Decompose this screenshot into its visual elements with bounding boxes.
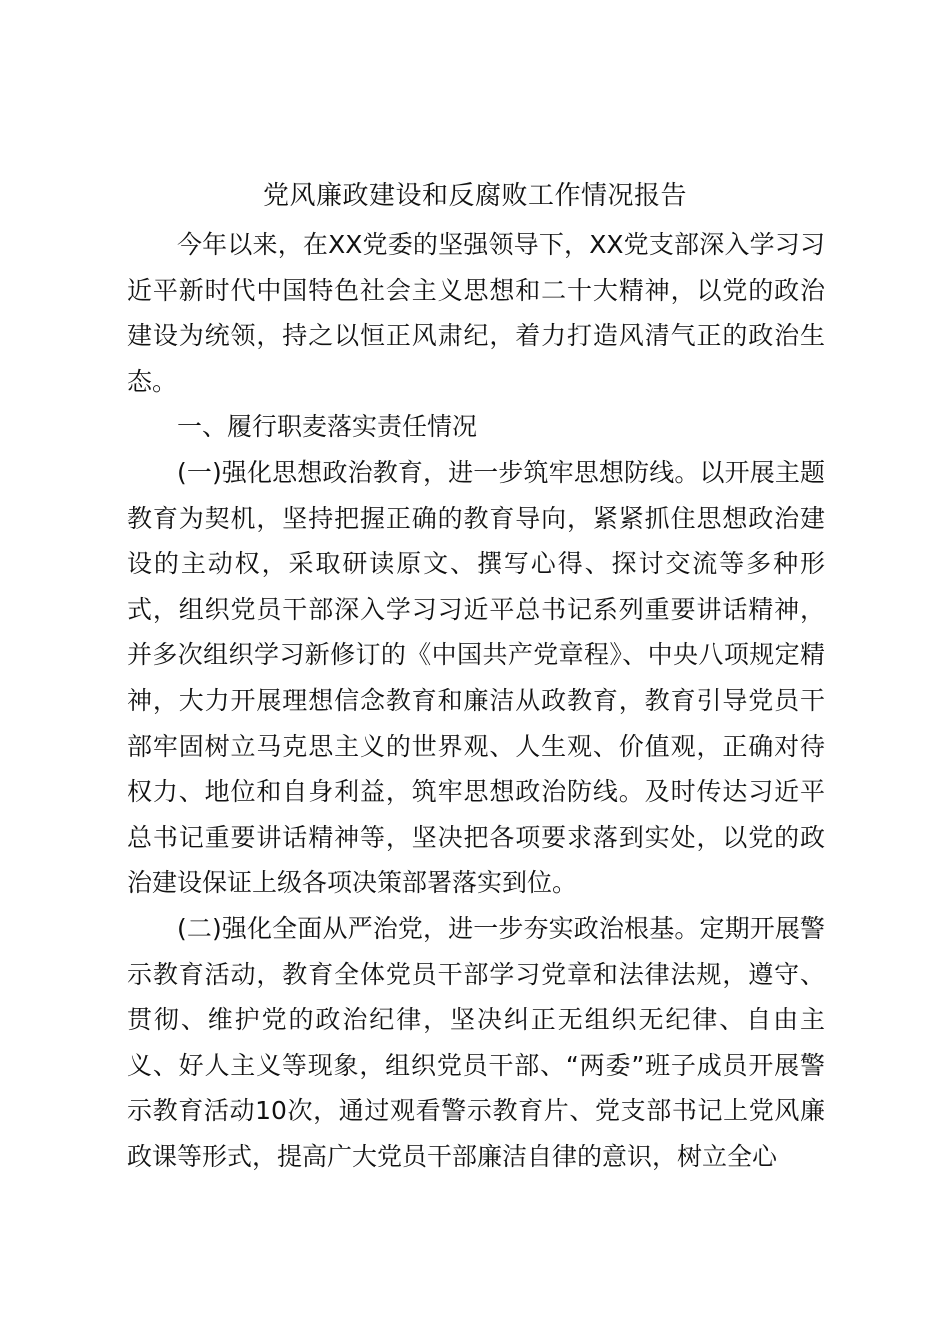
paragraph-intro: 今年以来，在XX党委的坚强领导下，XX党支部深入学习习近平新时代中国特色社会主义思想和二十大精神，以党的政治建设为统领，持之以恒正风肃纪，着力打造风清气正的政治生态。 xyxy=(127,230,825,396)
document-title: 党风廉政建设和反腐败工作情况报告 xyxy=(262,181,687,211)
paragraph-section-1: (一)强化思想政治教育，进一步筑牢思想防线。以开展主题教育为契机，坚持把握正确的教育导向，紧紧抓住思想政治建设的主动权，采取研读原文、撰写心得、探讨交流等多种形式，组织党员干部深入学习习近平总书记系列重要讲话精神，并多次组织学习新修订的《中国共产党章程》、中央八项规定精神，大力开展理想信念教育和廉洁从政教育，教育引导党员干部牢固树立马克思主义的世界观、人生观、价值观，正确对待权力、地位和自身利益，筑牢思想政治防线。及时传达习近平总书记重要讲话精神等，坚决把各项要求落到实处，以党的政治建设保证上级各项决策部署落实到位。 xyxy=(127,457,825,898)
paragraph-section-2: (二)强化全面从严治党，进一步夯实政治根基。定期开展警示教育活动，教育全体党员干部学习党章和法律法规，遵守、贯彻、维护党的政治纪律，坚决纠正无组织无纪律、自由主义、好人主义等现象，组织党员干部、“两委”班子成员开展警示教育活动10次，通过观看警示教育片、党支部书记上党风廉政课等形式，提高广大党员干部廉洁自律的意识，树立全心 xyxy=(127,913,825,1171)
section-heading: 一、履行职麦落实责任情况 xyxy=(177,412,478,442)
document-body xyxy=(127,222,825,1179)
